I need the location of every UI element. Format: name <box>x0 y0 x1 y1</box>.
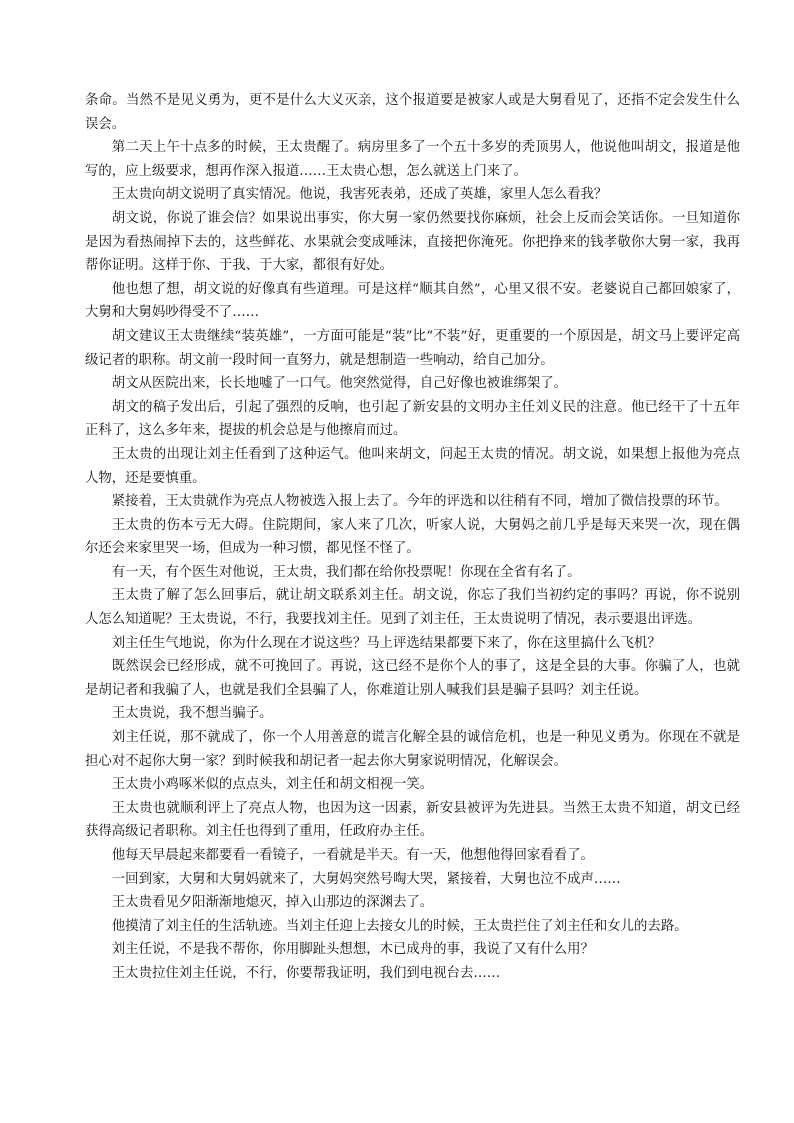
paragraph-15: 王太贵说，我不想当骗子。 <box>111 706 273 722</box>
paragraph-4: 他也想了想，胡文说的好像真有些道理。可是这样“顺其自然”，心里又很不安。老婆说自己都回娘家了，大舅和大舅妈吵得受不了…… <box>85 281 740 321</box>
paragraph-12: 王太贵了解了怎么回事后，就让胡文联系刘主任。胡文说，你忘了我们当初约定的事吗？再说，你不说别人怎么知道呢？王太贵说，不行，我要找刘主任。见到了刘主任，王太贵说明了情况，表示要退出评选。 <box>85 588 740 628</box>
paragraph-19: 他每天早晨起来都要看一看镜子，一看就是半天。有一天，他想他得回家看看了。 <box>111 848 594 863</box>
paragraph-10: 王太贵的伤本亏无大碍。住院期间，家人来了几次，听家人说，大舅妈之前几乎是每天来哭一次，现在偶尔还会来家里哭一场，但成为一种习惯，都见怪不怪了。 <box>85 517 740 557</box>
document-body <box>85 89 740 986</box>
paragraph-21: 王太贵看见夕阳渐渐地熄灭，掉入山那边的深渊去了。 <box>111 895 434 911</box>
paragraph-11: 有一天，有个医生对他说，王太贵，我们都在给你投票呢！你现在全省有名了。 <box>111 564 581 580</box>
paragraph-3: 胡文说，你说了谁会信？如果说出事实，你大舅一家仍然要找你麻烦，社会上反而会笑话你。一旦知道你是因为看热闹掉下去的，这些鲜花、水果就会变成唾沫，直接把你淹死。你把挣来的钱孝敬你大舅一家，我再帮你证明。这样于你、于我、于大家，都很有好处。 <box>85 210 740 274</box>
paragraph-23: 刘主任说，不是我不帮你，你用脚趾头想想，木已成舟的事，我说了又有什么用？ <box>111 942 594 958</box>
paragraph-7: 胡文的稿子发出后，引起了强烈的反响，也引起了新安县的文明办主任刘义民的注意。他已经干了十五年正科了，这么多年来，提拔的机会总是与他擦肩而过。 <box>85 399 740 439</box>
paragraph-20: 一回到家，大舅和大舅妈就来了，大舅妈突然号啕大哭，紧接着，大舅也泣不成声…… <box>111 871 621 887</box>
paragraph-16: 刘主任说，那不就成了，你一个人用善意的谎言化解全县的诚信危机，也是一种见义勇为。你现在不就是担心对不起你大舅一家？到时候我和胡记者一起去你大舅家说明情况，化解误会。 <box>85 730 740 769</box>
paragraph-8: 王太贵的出现让刘主任看到了这种运气。他叫来胡文，问起王太贵的情况。胡文说，如果想上报他为亮点人物，还是要慎重。 <box>85 446 740 486</box>
paragraph-9: 紧接着，王太贵就作为亮点人物被选入报上去了。今年的评选和以往稍有不同，增加了微信投票的环节。 <box>111 494 728 510</box>
paragraph-18: 王太贵也就顺利评上了亮点人物，也因为这一因素，新安县被评为先进县。当然王太贵不知道，胡文已经获得高级记者职称。刘主任也得到了重用，任政府办主任。 <box>85 800 740 840</box>
paragraph-22: 他摸清了刘主任的生活轨迹。当刘主任迎上去接女儿的时候，王太贵拦住了刘主任和女儿的去路。 <box>111 918 688 934</box>
paragraph-14: 既然误会已经形成，就不可挽回了。再说，这已经不是你个人的事了，这是全县的大事。你骗了人，也就是胡记者和我骗了人，也就是我们全县骗了人，你难道让别人喊我们县是骗子县吗？刘主任说。 <box>85 659 740 698</box>
paragraph-6: 胡文从医院出来，长长地嘘了一口气。他突然觉得，自己好像也被谁绑架了。 <box>111 376 568 392</box>
paragraph-1: 第二天上午十点多的时候，王太贵醒了。病房里多了一个五十多岁的秃顶男人，他说他叫胡文，报道是他写的，应上级要求，想再作深入报道……王太贵心想，怎么就送上门来了。 <box>85 140 740 179</box>
paragraph-17: 王太贵小鸡啄米似的点点头，刘主任和胡文相视一笑。 <box>111 777 434 793</box>
paragraph-5: 胡文建议王太贵继续“装英雄”，一方面可能是“装”比“不装”好，更重要的一个原因是，胡文马上要评定高级记者的职称。胡文前一段时间一直努力，就是想制造一些响动，给自己加分。 <box>85 328 740 368</box>
paragraph-13: 刘主任生气地说，你为什么现在才说这些？马上评选结果都要下来了，你在这里搞什么飞机？ <box>111 635 661 651</box>
paragraph-24: 王太贵拉住刘主任说，不行，你要帮我证明，我们到电视台去…… <box>111 965 501 981</box>
paragraph-2: 王太贵向胡文说明了真实情况。他说，我害死表弟，还成了英雄，家里人怎么看我？ <box>111 187 608 203</box>
paragraph-0: 条命。当然不是见义勇为，更不是什么大义灭亲，这个报道要是被家人或是大舅看见了，还指不定会发生什么误会。 <box>85 93 740 132</box>
